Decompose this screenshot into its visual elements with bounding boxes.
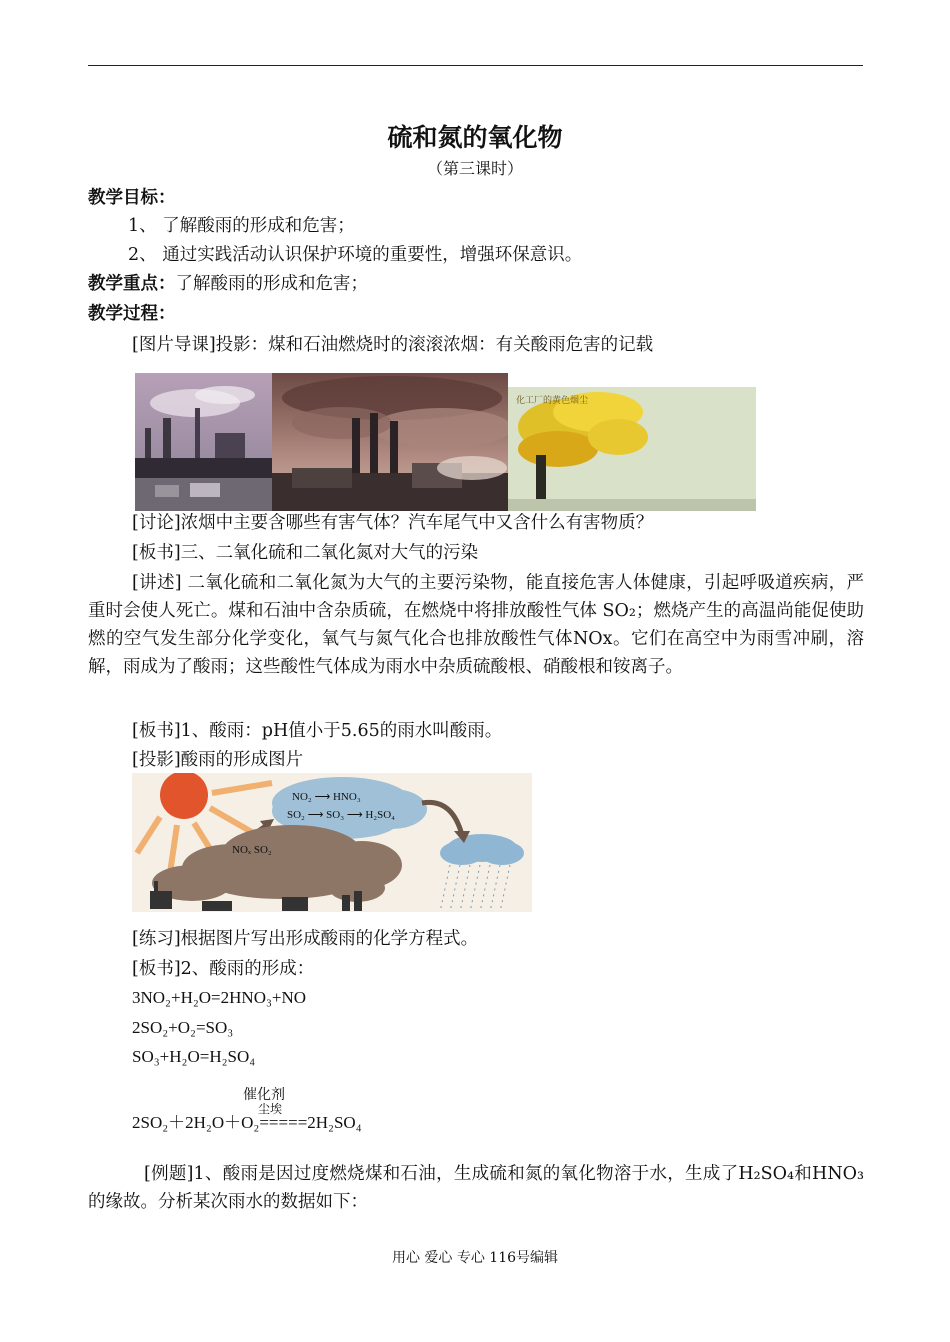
objective-item-1: 1、 了解酸雨的形成和危害； [128,216,355,236]
catalyst-label: 催化剂 [243,1087,285,1103]
objectives-heading: 教学目标： [88,188,176,208]
key-point-text: 了解酸雨的形成和危害； [175,274,368,294]
equation-4: 2SO₂＋2H₂O＋O₂=====2H₂SO₄ [132,1113,362,1132]
header-rule [88,65,863,66]
board-text-3: [板书]2、酸雨的形成： [132,959,315,979]
key-point-heading: 教学重点： [88,274,176,294]
board-text-1: [板书]三、二氧化硫和二氧化氮对大气的污染 [132,543,479,563]
factory-photo-1 [135,373,272,511]
acid-rain-diagram [132,773,532,912]
projection-text: [投影]酸雨的形成图片 [132,750,304,770]
dust-label: 尘埃 [258,1102,283,1116]
lecture-paragraph: [讲述] 二氧化硫和二氧化氮为大气的主要污染物，能直接危害人体健康，引起呼吸道疾病，严重时会使人死亡。煤和石油中含杂质硫，在燃烧中将排放酸性气体 SO₂；燃烧产生的高温尚能促使助燃的空气发生部分化学变化，氧气与氮气化合也排放酸性气体NOx。它们在高空中为雨雪冲刷，溶解，雨成为了酸雨；这些酸性气体成为雨水中杂质硫酸根、硝酸根和铵离子。 [88,573,864,677]
photo-caption: 化工厂的黄色烟尘 [516,396,589,406]
board-text-2: [板书]1、酸雨：pH值小于5.65的雨水叫酸雨。 [132,721,503,741]
diagram-eq-so2: SO₂ ⟶ SO₃ ⟶ H₂SO₄ [287,809,396,821]
page-footer: 用心 爱心 专心 116号编辑 [391,1250,559,1266]
chemical-plant-photo [508,387,756,511]
power-plant-photo [272,373,508,511]
discussion-text: [讨论]浓烟中主要含哪些有害气体？汽车尾气中又含什么有害物质？ [132,513,654,533]
objective-item-2: 2、 通过实践活动认识保护环境的重要性，增强环保意识。 [128,245,583,265]
diagram-smoke-label: NOₓ SO₂ [232,844,272,856]
intro-text: [图片导课]投影：煤和石油燃烧时的滚滚浓烟：有关酸雨危害的记载 [132,335,654,355]
sun-icon [160,773,208,819]
acid-rain-diagram-image [132,773,532,912]
example-paragraph: [例题]1、酸雨是因过度燃烧煤和石油，生成硫和氮的氧化物溶于水，生成了H₂SO₄和HNO₃的缘故。分析某次雨水的数据如下： [88,1164,864,1212]
key-point [88,273,368,295]
equation-2: 2SO₂+O₂=SO₃ [132,1018,234,1037]
page-subtitle: （第三课时） [426,159,523,178]
equation-3: SO₃+H₂O=H₂SO₄ [132,1047,256,1066]
page-title: 硫和氮的氧化物 [387,123,563,152]
factory-photo-1-image [135,373,272,511]
equation-1: 3NO₂+H₂O=2HNO₃+NO [132,988,307,1007]
process-heading: 教学过程： [88,304,176,324]
power-plant-photo-image [272,373,508,511]
exercise-text: [练习]根据图片写出形成酸雨的化学方程式。 [132,929,479,949]
diagram-eq-no2: NO₂ ⟶ HNO₃ [292,791,361,803]
